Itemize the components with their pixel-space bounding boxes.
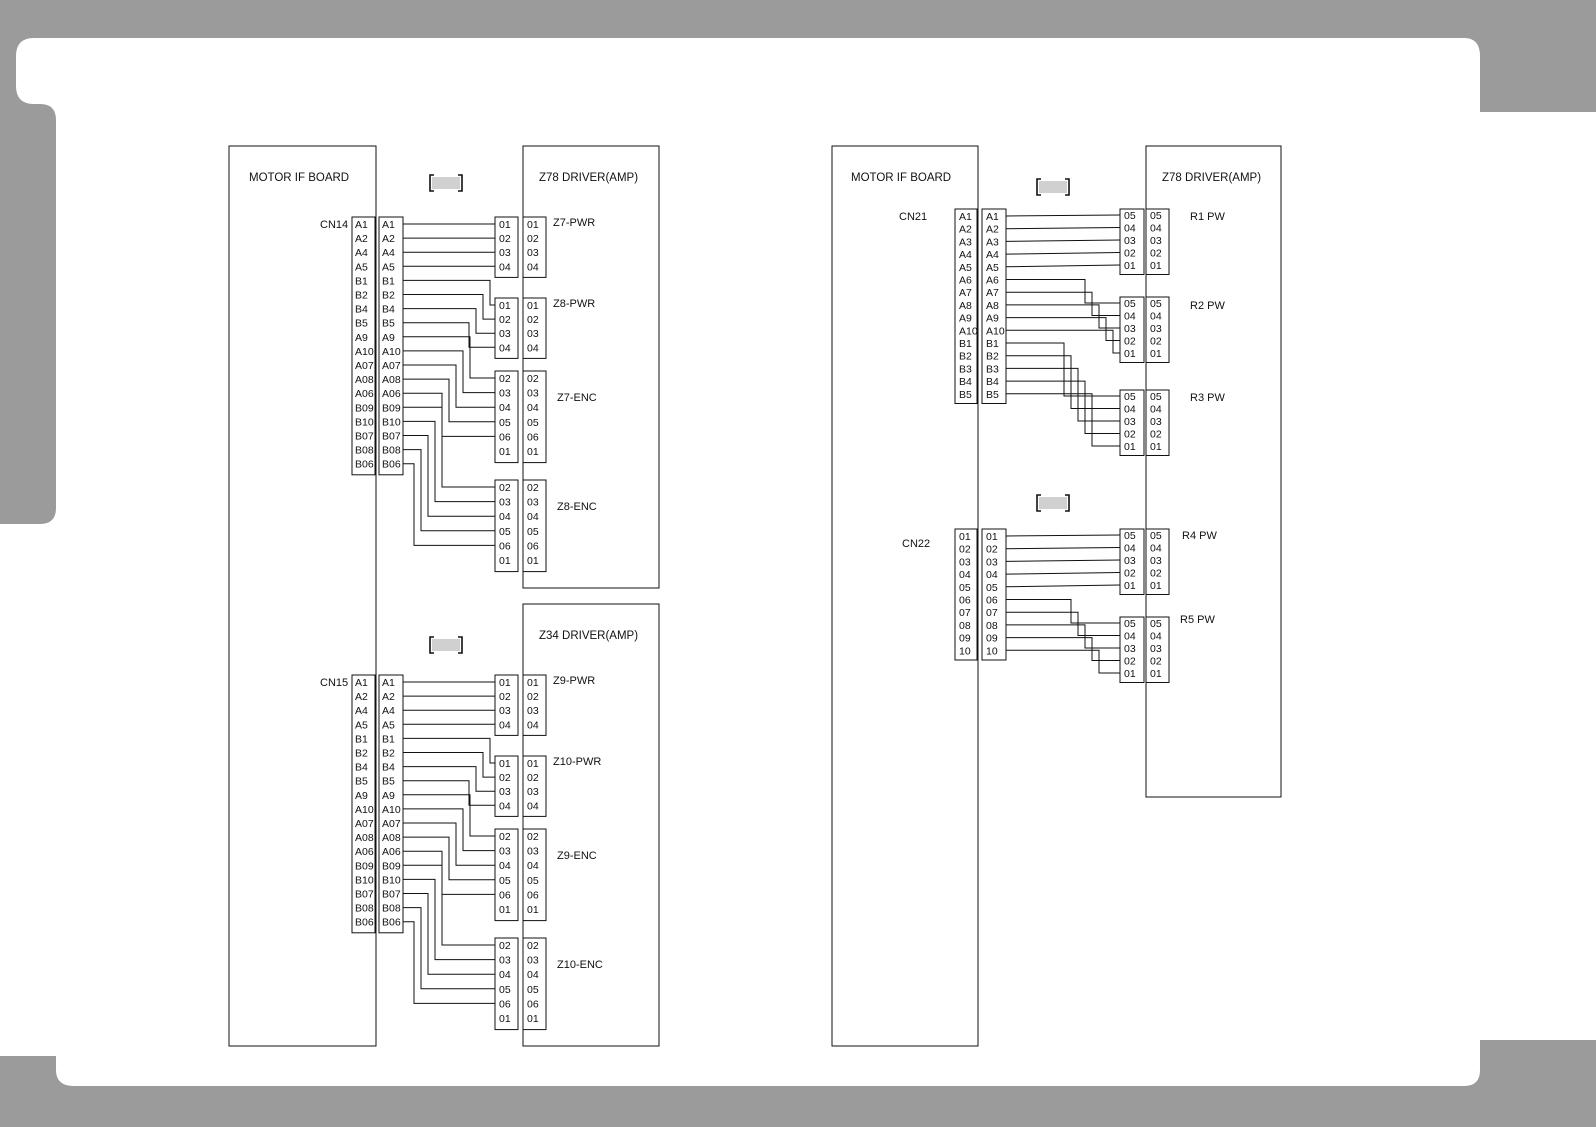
driver-pin-label: 04 xyxy=(527,402,539,415)
driver-pin-label: 04 xyxy=(1150,310,1162,323)
driver-pin-label: 01 xyxy=(1150,260,1162,272)
board-pin-label: 09 xyxy=(959,632,971,645)
group-pin-label: 05 xyxy=(1124,210,1136,222)
harness-pin-label: B1 xyxy=(382,733,395,746)
harness-pin-label: 06 xyxy=(986,594,998,607)
board-pin-label: A9 xyxy=(355,331,368,344)
group-pin-label: 06 xyxy=(499,889,511,902)
harness-pin-label: B2 xyxy=(986,350,999,363)
board-pin-label: B5 xyxy=(355,317,368,330)
driver-pin-label: 02 xyxy=(527,831,539,843)
group-label: Z7-PWR xyxy=(553,217,596,229)
harness-pin-label: B10 xyxy=(382,874,401,887)
board-pin-label: 01 xyxy=(959,531,971,543)
group-pin-label: 04 xyxy=(499,402,511,415)
board-pin-label: A10 xyxy=(355,345,374,358)
group-pin-label: 03 xyxy=(1124,643,1136,655)
driver-pin-label: 01 xyxy=(1150,441,1162,453)
driver-pin-label: 03 xyxy=(527,247,539,260)
harness-pin-label: B4 xyxy=(382,761,395,774)
board-pin-label: B2 xyxy=(355,747,368,760)
harness-pin-label: B10 xyxy=(382,416,401,429)
driver-pin-label: 02 xyxy=(1150,428,1162,441)
board-pin-label: B09 xyxy=(355,860,374,873)
group-pin-label: 01 xyxy=(1124,441,1136,453)
group-pin-label: 03 xyxy=(499,705,511,718)
driver-pin-label: 04 xyxy=(527,342,539,355)
driver-pin-label: 04 xyxy=(527,800,539,813)
driver-pin-label: 05 xyxy=(527,416,539,429)
harness-pin-label: A10 xyxy=(382,345,401,358)
driver-pin-label: 03 xyxy=(527,705,539,718)
harness-pin-label: A07 xyxy=(382,360,401,372)
harness-pin-label: 03 xyxy=(986,556,998,569)
board-pin-label: A1 xyxy=(355,219,368,231)
group-pin-label: 04 xyxy=(499,969,511,982)
group-pin-label: 01 xyxy=(1124,348,1136,360)
board-pin-label: B2 xyxy=(355,289,368,302)
driver-label: Z34 DRIVER(AMP) xyxy=(539,630,639,642)
driver-pin-label: 02 xyxy=(527,482,539,494)
board-pin-label: B08 xyxy=(355,444,374,457)
harness-pin-label: B08 xyxy=(382,444,401,457)
harness-pin-label: B06 xyxy=(382,916,401,929)
board-pin-label: A2 xyxy=(355,691,368,704)
board-pin-label: A2 xyxy=(959,223,972,236)
group-label: Z8-ENC xyxy=(557,501,597,513)
driver-pin-label: 06 xyxy=(527,431,539,444)
driver-pin-label: 03 xyxy=(1150,235,1162,247)
harness-pin-label: B1 xyxy=(986,338,999,350)
group-pin-label: 03 xyxy=(499,845,511,858)
board-pin-label: B08 xyxy=(355,902,374,915)
driver-pin-label: 04 xyxy=(527,860,539,873)
group-pin-label: 03 xyxy=(499,954,511,967)
group-pin-label: 02 xyxy=(1124,567,1136,580)
group-pin-label: 06 xyxy=(499,998,511,1011)
connector-symbol-icon xyxy=(430,637,462,653)
group-pin-label: 05 xyxy=(1124,618,1136,630)
board-pin-label: B4 xyxy=(355,303,368,316)
board-pin-label: B1 xyxy=(355,275,368,288)
group-pin-label: 05 xyxy=(1124,298,1136,310)
board-pin-label: B5 xyxy=(355,775,368,788)
harness-pin-label: A06 xyxy=(382,846,401,859)
driver-label: Z78 DRIVER(AMP) xyxy=(1162,172,1262,184)
driver-pin-label: 04 xyxy=(527,261,539,274)
board-pin-label: B10 xyxy=(355,416,374,429)
board-pin-label: 05 xyxy=(959,581,971,594)
harness-pin-label: B07 xyxy=(382,430,401,443)
board-pin-label: A06 xyxy=(355,388,374,401)
group-label: R4 PW xyxy=(1182,530,1217,542)
driver-pin-label: 03 xyxy=(1150,643,1162,655)
driver-pin-label: 06 xyxy=(527,998,539,1011)
driver-pin-label: 04 xyxy=(1150,403,1162,416)
board-pin-label: 08 xyxy=(959,619,971,632)
driver-pin-label: 01 xyxy=(1150,580,1162,592)
group-pin-label: 05 xyxy=(499,983,511,996)
driver-pin-label: 03 xyxy=(527,786,539,799)
driver-pin-label: 02 xyxy=(527,314,539,327)
harness-pin-label: A9 xyxy=(382,789,395,802)
driver-pin-label: 04 xyxy=(1150,222,1162,235)
driver-pin-label: 01 xyxy=(527,300,539,312)
harness-pin-label: B09 xyxy=(382,860,401,873)
harness-pin-label: B3 xyxy=(986,363,999,376)
harness-pin-label: B08 xyxy=(382,902,401,915)
board-pin-label: B5 xyxy=(959,388,972,401)
harness-pin-label: B5 xyxy=(986,388,999,401)
driver-pin-label: 03 xyxy=(1150,323,1162,335)
group-pin-label: 04 xyxy=(499,719,511,732)
harness-pin-label: A2 xyxy=(986,223,999,236)
driver-pin-label: 03 xyxy=(527,496,539,509)
group-pin-label: 04 xyxy=(499,342,511,355)
harness-pin-label: 08 xyxy=(986,619,998,632)
harness-pin-label: A5 xyxy=(382,261,395,274)
harness-pin-label: A08 xyxy=(382,374,401,387)
driver-pin-label: 05 xyxy=(1150,391,1162,403)
group-pin-label: 04 xyxy=(499,800,511,813)
board-pin-label: 07 xyxy=(959,607,971,620)
page-sheet xyxy=(0,38,1596,1086)
group-pin-label: 04 xyxy=(1124,403,1136,416)
driver-pin-label: 05 xyxy=(1150,298,1162,310)
harness-pin-label: B1 xyxy=(382,275,395,288)
driver-pin-label: 02 xyxy=(1150,655,1162,668)
connector-symbol-icon xyxy=(430,175,462,191)
connector-label: CN14 xyxy=(320,219,349,231)
harness-pin-label: A7 xyxy=(986,287,999,300)
board-pin-label: A08 xyxy=(355,832,374,845)
harness-pin-label: B2 xyxy=(382,289,395,302)
board-pin-label: 02 xyxy=(959,543,971,556)
board-pin-label: 06 xyxy=(959,594,971,607)
board-pin-label: A5 xyxy=(959,261,972,274)
driver-pin-label: 02 xyxy=(1150,247,1162,260)
board-label: MOTOR IF BOARD xyxy=(249,172,350,184)
connector-label: CN15 xyxy=(320,677,349,689)
harness-pin-label: B07 xyxy=(382,888,401,901)
driver-pin-label: 02 xyxy=(527,772,539,785)
board-pin-label: A10 xyxy=(959,325,978,338)
connector-label: CN21 xyxy=(899,211,928,223)
driver-pin-label: 04 xyxy=(527,511,539,524)
board-pin-label: A4 xyxy=(355,247,368,260)
harness-pin-label: A4 xyxy=(986,249,999,262)
harness-pin-label: A5 xyxy=(382,719,395,732)
driver-pin-label: 05 xyxy=(1150,210,1162,222)
board-pin-label: A06 xyxy=(355,846,374,859)
harness-pin-label: B09 xyxy=(382,402,401,415)
board-pin-label: A7 xyxy=(959,287,972,300)
group-pin-label: 02 xyxy=(1124,335,1136,348)
group-label: R5 PW xyxy=(1180,614,1215,626)
driver-pin-label: 03 xyxy=(1150,555,1162,567)
driver-pin-label: 01 xyxy=(527,904,539,916)
driver-pin-label: 02 xyxy=(1150,335,1162,348)
group-pin-label: 01 xyxy=(499,677,511,689)
group-pin-label: 02 xyxy=(499,233,511,246)
group-pin-label: 03 xyxy=(1124,323,1136,335)
group-pin-label: 01 xyxy=(499,758,511,770)
driver-pin-label: 02 xyxy=(527,691,539,704)
group-pin-label: 04 xyxy=(499,261,511,274)
group-pin-label: 02 xyxy=(499,940,511,952)
group-pin-label: 05 xyxy=(499,525,511,538)
group-pin-label: 02 xyxy=(499,691,511,704)
group-label: Z9-ENC xyxy=(557,850,597,862)
group-pin-label: 03 xyxy=(499,387,511,400)
driver-pin-label: 01 xyxy=(527,1013,539,1025)
group-pin-label: 04 xyxy=(1124,310,1136,323)
driver-pin-label: 02 xyxy=(527,940,539,952)
group-label: R1 PW xyxy=(1190,211,1225,223)
group-pin-label: 04 xyxy=(1124,542,1136,555)
board-pin-label: A10 xyxy=(355,803,374,816)
driver-pin-label: 03 xyxy=(527,845,539,858)
board-pin-label: B06 xyxy=(355,458,374,471)
harness-pin-label: 01 xyxy=(986,531,998,543)
board-pin-label: B07 xyxy=(355,430,374,443)
driver-label: Z78 DRIVER(AMP) xyxy=(539,172,639,184)
harness-pin-label: A1 xyxy=(382,677,395,689)
group-label: Z8-PWR xyxy=(553,298,596,310)
harness-pin-label: 04 xyxy=(986,569,998,582)
driver-pin-label: 01 xyxy=(527,555,539,567)
harness-pin-label: A10 xyxy=(382,803,401,816)
group-pin-label: 01 xyxy=(499,300,511,312)
group-label: Z9-PWR xyxy=(553,675,596,687)
board-pin-label: B1 xyxy=(355,733,368,746)
driver-pin-label: 06 xyxy=(527,889,539,902)
driver-pin-label: 05 xyxy=(527,525,539,538)
board-pin-label: A1 xyxy=(959,211,972,223)
board-pin-label: A4 xyxy=(959,249,972,262)
harness-pin-label: B5 xyxy=(382,775,395,788)
driver-pin-label: 01 xyxy=(527,677,539,689)
harness-pin-label: A5 xyxy=(986,261,999,274)
driver-pin-label: 05 xyxy=(1150,618,1162,630)
group-pin-label: 02 xyxy=(499,831,511,843)
harness-pin-label: B06 xyxy=(382,458,401,471)
group-pin-label: 03 xyxy=(1124,555,1136,567)
harness-pin-label: 09 xyxy=(986,632,998,645)
harness-pin-label: B5 xyxy=(382,317,395,330)
driver-pin-label: 02 xyxy=(527,373,539,385)
driver-pin-label: 03 xyxy=(1150,416,1162,428)
group-pin-label: 02 xyxy=(499,482,511,494)
board-pin-label: B4 xyxy=(355,761,368,774)
group-pin-label: 02 xyxy=(499,314,511,327)
harness-pin-label: A3 xyxy=(986,236,999,249)
harness-pin-label: A9 xyxy=(382,331,395,344)
harness-pin-label: A06 xyxy=(382,388,401,401)
board-pin-label: A1 xyxy=(355,677,368,689)
group-pin-label: 01 xyxy=(1124,260,1136,272)
harness-pin-label: 10 xyxy=(986,645,998,658)
board-pin-label: 10 xyxy=(959,645,971,658)
board-pin-label: B10 xyxy=(355,874,374,887)
harness-pin-label: A6 xyxy=(986,274,999,287)
harness-pin-label: B2 xyxy=(382,747,395,760)
board-pin-label: A2 xyxy=(355,233,368,246)
group-pin-label: 04 xyxy=(1124,222,1136,235)
group-pin-label: 01 xyxy=(1124,580,1136,592)
board-pin-label: B1 xyxy=(959,338,972,350)
board-pin-label: A08 xyxy=(355,374,374,387)
group-pin-label: 03 xyxy=(499,328,511,341)
harness-pin-label: A2 xyxy=(382,691,395,704)
harness-pin-label: A1 xyxy=(986,211,999,223)
driver-pin-label: 04 xyxy=(527,719,539,732)
driver-pin-label: 05 xyxy=(527,874,539,887)
harness-pin-label: B4 xyxy=(382,303,395,316)
connector-symbol-icon xyxy=(1037,495,1069,511)
harness-pin-label: A1 xyxy=(382,219,395,231)
driver-pin-label: 06 xyxy=(527,540,539,553)
board-pin-label: A07 xyxy=(355,818,374,830)
group-pin-label: 03 xyxy=(1124,416,1136,428)
group-pin-label: 04 xyxy=(499,511,511,524)
group-pin-label: 01 xyxy=(499,555,511,567)
harness-pin-label: A2 xyxy=(382,233,395,246)
driver-pin-label: 05 xyxy=(527,983,539,996)
driver-pin-label: 05 xyxy=(1150,530,1162,542)
group-pin-label: 01 xyxy=(499,904,511,916)
group-pin-label: 04 xyxy=(1124,630,1136,643)
board-pin-label: B4 xyxy=(959,376,972,389)
group-label: Z7-ENC xyxy=(557,392,597,404)
driver-pin-label: 01 xyxy=(527,219,539,231)
harness-pin-label: A10 xyxy=(986,325,1005,338)
board-pin-label: A9 xyxy=(959,312,972,325)
board-pin-label: A07 xyxy=(355,360,374,372)
group-pin-label: 06 xyxy=(499,540,511,553)
connector-symbol-icon xyxy=(1037,179,1069,195)
group-label: R3 PW xyxy=(1190,392,1225,404)
group-pin-label: 02 xyxy=(499,373,511,385)
driver-pin-label: 03 xyxy=(527,954,539,967)
group-pin-label: 06 xyxy=(499,431,511,444)
board-pin-label: 04 xyxy=(959,569,971,582)
driver-pin-label: 02 xyxy=(1150,567,1162,580)
board-pin-label: B07 xyxy=(355,888,374,901)
group-pin-label: 02 xyxy=(1124,247,1136,260)
group-pin-label: 01 xyxy=(1124,668,1136,680)
board-pin-label: 03 xyxy=(959,556,971,569)
group-pin-label: 03 xyxy=(1124,235,1136,247)
group-pin-label: 05 xyxy=(1124,530,1136,542)
connector-label: CN22 xyxy=(902,538,931,550)
driver-pin-label: 04 xyxy=(1150,542,1162,555)
group-pin-label: 03 xyxy=(499,496,511,509)
group-label: Z10-ENC xyxy=(557,959,603,971)
driver-pin-label: 03 xyxy=(527,387,539,400)
group-pin-label: 02 xyxy=(499,772,511,785)
group-pin-label: 03 xyxy=(499,247,511,260)
group-pin-label: 05 xyxy=(1124,391,1136,403)
group-pin-label: 05 xyxy=(499,874,511,887)
board-pin-label: A5 xyxy=(355,719,368,732)
group-pin-label: 02 xyxy=(1124,428,1136,441)
board-pin-label: B09 xyxy=(355,402,374,415)
board-pin-label: A4 xyxy=(355,705,368,718)
harness-pin-label: A9 xyxy=(986,312,999,325)
harness-pin-label: 05 xyxy=(986,581,998,594)
driver-pin-label: 04 xyxy=(527,969,539,982)
group-pin-label: 02 xyxy=(1124,655,1136,668)
board-pin-label: B06 xyxy=(355,916,374,929)
driver-pin-label: 01 xyxy=(1150,348,1162,360)
board-pin-label: A5 xyxy=(355,261,368,274)
group-label: R2 PW xyxy=(1190,300,1225,312)
group-pin-label: 01 xyxy=(499,446,511,458)
harness-pin-label: 02 xyxy=(986,543,998,556)
board-pin-label: A9 xyxy=(355,789,368,802)
harness-pin-label: 07 xyxy=(986,607,998,620)
harness-pin-label: B4 xyxy=(986,376,999,389)
group-pin-label: 01 xyxy=(499,219,511,231)
group-pin-label: 01 xyxy=(499,1013,511,1025)
harness-pin-label: A07 xyxy=(382,818,401,830)
harness-pin-label: A4 xyxy=(382,247,395,260)
driver-pin-label: 01 xyxy=(527,758,539,770)
board-pin-label: B3 xyxy=(959,363,972,376)
board-pin-label: B2 xyxy=(959,350,972,363)
group-pin-label: 05 xyxy=(499,416,511,429)
harness-pin-label: A8 xyxy=(986,299,999,312)
driver-pin-label: 01 xyxy=(1150,668,1162,680)
harness-pin-label: A08 xyxy=(382,832,401,845)
board-pin-label: A8 xyxy=(959,299,972,312)
harness-pin-label: A4 xyxy=(382,705,395,718)
group-pin-label: 04 xyxy=(499,860,511,873)
group-pin-label: 03 xyxy=(499,786,511,799)
board-label: MOTOR IF BOARD xyxy=(851,172,952,184)
driver-pin-label: 04 xyxy=(1150,630,1162,643)
board-pin-label: A3 xyxy=(959,236,972,249)
driver-pin-label: 03 xyxy=(527,328,539,341)
board-pin-label: A6 xyxy=(959,274,972,287)
driver-pin-label: 02 xyxy=(527,233,539,246)
group-label: Z10-PWR xyxy=(553,756,602,768)
driver-pin-label: 01 xyxy=(527,446,539,458)
